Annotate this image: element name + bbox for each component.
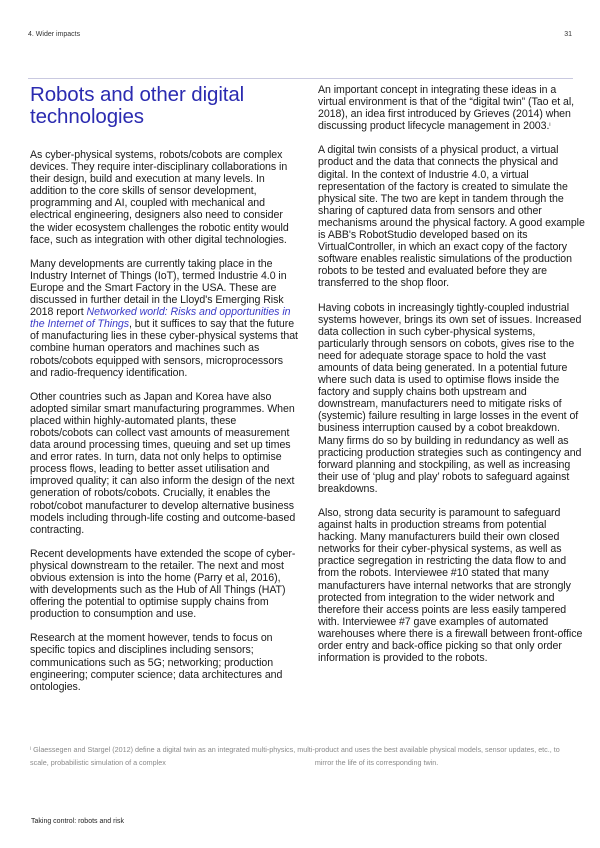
running-header: [28, 31, 572, 38]
footnote-right: product and uses the best available physical models, sensor updates, etc., to mirror the life of its corresponding twin.: [314, 745, 560, 767]
section-label: 4. Wider impacts: [28, 31, 81, 38]
footnote-left: [30, 744, 315, 769]
right-column: [318, 84, 586, 676]
paragraph: Other countries such as Japan and Korea have also adopted similar smart manufacturing programmes. When placed within highly-automated plants, these robots/cobots can collect vast amounts of measurement data around processing times, queuing and set up times and error rates. In turn, data not only helps to optimise process flows, leading to better asset utilisation and improved quality; it can also inform the design of the next generation of robots/cobots. Crucially, it enables the robot/cobot manufacturer to develop alternative business models including through-life costing and outcome-based contracting.: [30, 390, 296, 536]
page-title: Robots and other digital technologies: [30, 83, 245, 128]
paragraph: Recent developments have extended the scope of cyber-physical downstream to the retailer. The next and most obvious extension is into the home (Parry et al, 2016), with developments such as the Hub of All Things (HAT) offering the potential to optimise supply chains from production to consumption and use.: [30, 547, 296, 621]
footnote-marker: i: [30, 746, 32, 752]
paragraph: [30, 258, 298, 379]
section-divider: [28, 78, 573, 79]
footnotes: [30, 744, 572, 769]
footnote-marker[interactable]: i: [549, 122, 551, 129]
paragraph: Also, strong data security is paramount to safeguard against halts in production streams from potential hacking. Many manufacturers build their own closed networks for their cyber-physical systems, as well as practice segregation in restricting the data flow to and from the robots. Interviewee #10 stated that many manufacturers have internal networks that are strongly protected from integration to the wider network and therefore their access points are less easily tampered with. Interviewee #7 gave examples of automated warehouses where there is a firewall between front-office order entry and back-office picking so that only order information is provided to the robots.: [318, 507, 583, 665]
paragraph-text: , but it suffices to say that the future of manufacturing lies in these cyber-physical systems that combine human operators and machines such as robots/cobots equipped with sensors, microprocessors and radio-frequency identification.: [30, 318, 298, 379]
paragraph: Having cobots in increasingly tightly-coupled industrial systems however, brings its own set of issues. Increased data collection in such cyber-physical systems, particularly through sensors on cobots, gives rise to the need for adequate storage space to hold the vast amounts of data being generated. In a potential future where such data is used to optimise flows inside the factory and supply chains both upstream and downstream, manufacturers need to mitigate risks of (systemic) failure resulting in large losses in the event of business interruption caused by a cobot breakdown. Many firms do so by building in redundancy as well as practicing production strategies such as contingency and forward planning and stockpiling, as well as increasing their use of ‘plug and play’ robots to safeguard against breakdowns.: [318, 301, 582, 495]
paragraph: A digital twin consists of a physical product, a virtual product and the data that connects the physical and digital. In the context of Industrie 4.0, a virtual representation of the factory is created to simulate the physical site. The two are kept in tandem through the sharing of captured data from sensors and other mechanisms around the physical factory. A good example is ABB's RobotStudio developed based on its VirtualController, in which an exact copy of the factory software enables realistic simulations of the production robots to be tested and evaluated before they are transferred to the shop floor.: [318, 144, 585, 290]
paragraph: [318, 84, 586, 132]
left-column: [30, 84, 298, 705]
paragraph-text: An important concept in integrating these ideas in a virtual environment is that of the “digital twin” (Tao et al, 2018), an idea first introduced by Grieves (2014) when discussing product lifecycle management in 2003.: [318, 84, 575, 133]
paragraph-text: Many developments are currently taking place in the Industry Internet of Things (IoT), termed Industrie 4.0 in Europe and the Smart Factory in the USA. These are discussed in further detail in the Lloyd's Emerging Risk 2018 report: [30, 257, 287, 319]
page-number: 31: [564, 31, 572, 38]
footnote-text: Glaessegen and Stargel (2012) define a digital twin as an integrated multi-physics, multi-scale, probabilistic simulation of a complex: [30, 745, 315, 767]
paragraph: Research at the moment however, tends to focus on specific topics and disciplines including sensors; communications such as 5G; networking; production engineering; computer science; data architectures and ontologies.: [30, 632, 283, 693]
report-link[interactable]: Networked world: Risks and opportunities in the Internet of Things: [30, 306, 291, 331]
publication-footer: Taking control: robots and risk: [31, 818, 124, 825]
paragraph: As cyber-physical systems, robots/cobots are complex devices. They require inter-disciplinary collaborations in their design, build and execution at many levels. In addition to the core skills of sensor development, programming and AI, coupled with mechanical and electrical engineering, designers also need to consider the wider ecosystem challenges the robotic entity would face, such as integration with other digital technologies.: [30, 149, 289, 246]
